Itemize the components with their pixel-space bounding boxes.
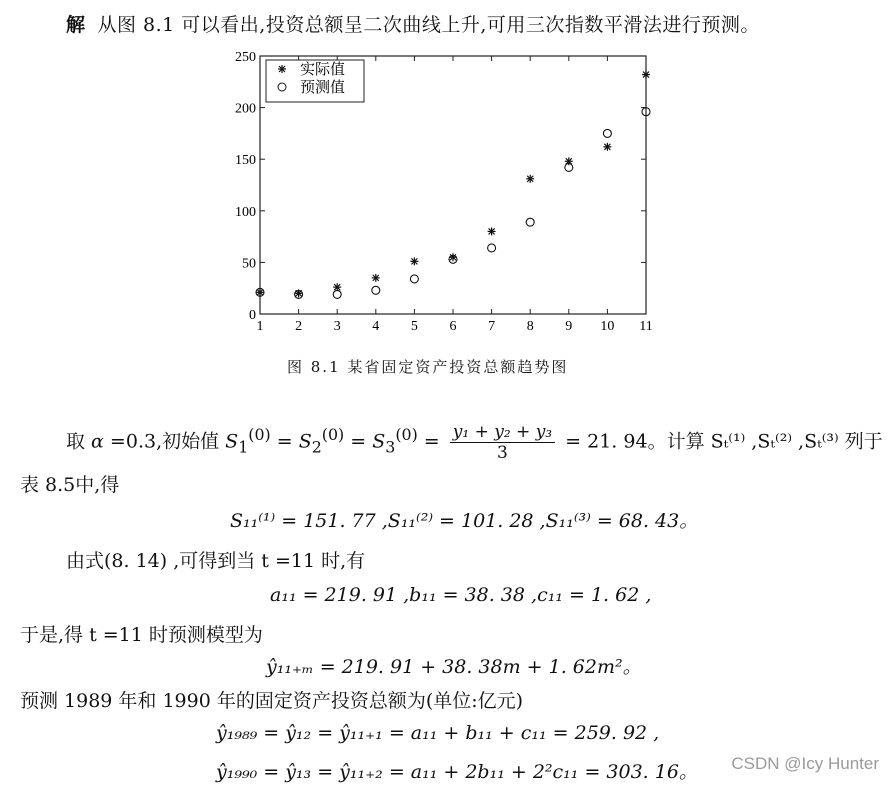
s3: S bbox=[372, 430, 386, 453]
x-tick-label: 10 bbox=[600, 319, 615, 334]
x-tick-label: 9 bbox=[565, 319, 573, 334]
s2-sub: 2 bbox=[311, 437, 322, 457]
p1-prefix: 取 bbox=[66, 430, 92, 453]
data-point-predicted bbox=[526, 218, 534, 226]
paragraph-3: 于是,得 t =11 时预测模型为 bbox=[20, 624, 263, 646]
p1-prefix-rest: =0.3,初始值 bbox=[103, 430, 226, 453]
fraction-numerator: y₁ + y₂ + y₃ bbox=[450, 422, 555, 443]
scatter-chart bbox=[214, 48, 674, 340]
s2-sup: (0) bbox=[321, 425, 345, 445]
data-point-actual bbox=[488, 227, 496, 235]
data-point-predicted bbox=[488, 244, 496, 252]
data-point-actual bbox=[526, 175, 534, 183]
x-tick-label: 4 bbox=[372, 319, 380, 334]
equation-1990: ŷ₁₉₉₀ = ŷ₁₃ = ŷ₁₁₊₂ = a₁₁ + 2b₁₁ + 2²c₁₁ = 303. 16。 bbox=[216, 761, 698, 783]
data-point-predicted bbox=[333, 290, 341, 298]
alpha-symbol: α bbox=[91, 430, 104, 453]
x-tick-label: 11 bbox=[639, 319, 653, 334]
s3-sup: (0) bbox=[395, 425, 418, 445]
x-tick-label: 2 bbox=[295, 319, 303, 334]
paragraph-4: 预测 1989 年和 1990 年的固定资产投资总额为(单位:亿元) bbox=[20, 690, 524, 712]
equation-1989: ŷ₁₉₈₉ = ŷ₁₂ = ŷ₁₁₊₁ = a₁₁ + b₁₁ + c₁₁ = 259. 92 , bbox=[216, 722, 660, 744]
s-init-sup: (0) bbox=[248, 425, 271, 445]
x-tick-label: 6 bbox=[449, 319, 457, 334]
s-init-sub: 1 bbox=[238, 437, 249, 457]
data-point-predicted bbox=[603, 129, 611, 137]
watermark: CSDN @Icy Hunter bbox=[731, 754, 879, 773]
y-tick-label: 50 bbox=[242, 256, 256, 272]
paragraph-1: 取 α =0.3,初始值 $S_1^{(0)} = S_2^{(0)} = S_3^{(0)}$ = $\frac{\text{y₁ + y₂ + y₃}}{3}$ = 21. 94。计算 Sₜ⁽¹⁾ ,Sₜ⁽²⁾ ,Sₜ⁽³⁾ 列于 bbox=[66, 422, 883, 463]
intro-text: 从图 8.1 可以看出,投资总额呈二次曲线上升,可用三次指数平滑法进行预测。 bbox=[97, 14, 760, 36]
x-tick-label: 5 bbox=[410, 319, 418, 334]
p1-after: = 21. 94。计算 Sₜ⁽¹⁾ ,Sₜ⁽²⁾ ,Sₜ⁽³⁾ 列于 bbox=[565, 430, 883, 453]
intro-paragraph bbox=[66, 10, 760, 37]
data-point-actual bbox=[410, 257, 418, 265]
s-init: S bbox=[225, 430, 239, 453]
s3-sub: 3 bbox=[385, 437, 396, 457]
y-tick-label: 0 bbox=[249, 308, 256, 323]
figure-caption: 图 8.1 某省固定资产投资总额趋势图 bbox=[287, 358, 569, 376]
legend-label: 预测值 bbox=[300, 78, 346, 96]
initial-fraction bbox=[450, 422, 555, 463]
s2: S bbox=[298, 430, 312, 453]
data-point-predicted bbox=[372, 286, 380, 294]
equation-model: ŷ₁₁₊ₘ = 219. 91 + 38. 38m + 1. 62m²。 bbox=[266, 656, 642, 678]
x-tick-label: 8 bbox=[526, 319, 534, 334]
y-tick-label: 200 bbox=[235, 101, 256, 117]
y-tick-label: 150 bbox=[235, 153, 256, 169]
x-tick-label: 3 bbox=[333, 319, 341, 334]
data-point-actual bbox=[372, 274, 380, 282]
x-tick-label: 1 bbox=[256, 319, 264, 334]
data-point-actual bbox=[642, 71, 650, 79]
y-tick-label: 100 bbox=[235, 204, 256, 220]
legend-label: 实际值 bbox=[300, 60, 346, 78]
equation-s11: S₁₁⁽¹⁾ = 151. 77 ,S₁₁⁽²⁾ = 101. 28 ,S₁₁⁽³⁾ = 68. 43。 bbox=[230, 510, 699, 532]
equation-abc: a₁₁ = 219. 91 ,b₁₁ = 38. 38 ,c₁₁ = 1. 62 , bbox=[270, 584, 652, 606]
x-tick-label: 7 bbox=[488, 319, 496, 334]
data-point-predicted bbox=[410, 275, 418, 283]
paragraph-1-cont: 表 8.5中,得 bbox=[20, 474, 120, 496]
paragraph-2: 由式(8. 14) ,可得到当 t =11 时,有 bbox=[66, 550, 366, 572]
y-tick-label: 250 bbox=[235, 50, 256, 65]
solution-label: 解 bbox=[66, 14, 86, 36]
data-point-actual bbox=[603, 143, 611, 151]
data-point-actual bbox=[278, 65, 286, 73]
fraction-denominator: 3 bbox=[497, 443, 508, 463]
